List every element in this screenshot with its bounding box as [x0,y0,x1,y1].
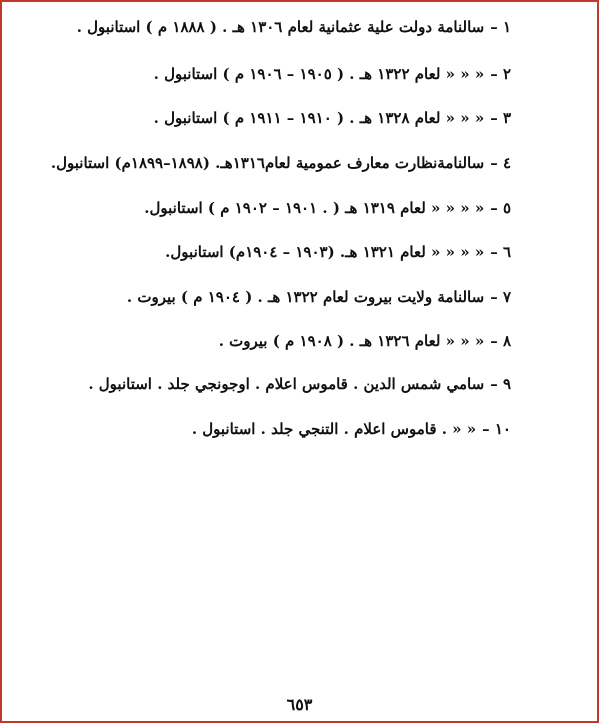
list-item [51,64,511,84]
list-item [51,374,511,394]
entry-number: ١ – [490,18,511,36]
entry-number: ٤ – [490,154,511,172]
entry-text: سالنامةنظارت معارف عمومية لعام١٣١٦هـ. (١٨٩٨–١٨٩٩م) استانبول. [50,154,485,172]
entry-number: ٨ – [490,332,511,350]
entry-text: « « « لعام ١٣٢٨ هـ . ( ١٩١٠ – ١٩١١ م ) استانبول . [153,109,485,127]
entry-number: ٢ – [490,65,511,83]
entry-text: « « . قاموس اعلام . التنجي جلد . استانبول . [191,420,477,438]
list-item [51,331,511,351]
list-item [51,198,511,218]
entry-number: ١٠ – [482,420,511,438]
entry-number: ٧ – [490,288,511,306]
entry-number: ٥ – [490,199,511,217]
entry-text: سالنامة ولايت بيروت لعام ١٣٢٢ هـ . ( ١٩٠٤ م ) بيروت . [126,288,485,306]
list-item [51,287,511,307]
list-item [51,108,511,128]
entry-text: « « « لعام ١٣٢٦ هـ . ( ١٩٠٨ م ) بيروت . [218,332,485,350]
page-number: ٦٥٣ [286,695,313,714]
entry-text: « « « « لعام ١٣٢١ هـ. (١٩٠٣ – ١٩٠٤م) استانبول. [165,243,485,261]
list-item [51,153,511,173]
list-item [51,242,511,262]
entry-text: « « « لعام ١٣٢٢ هـ . ( ١٩٠٥ – ١٩٠٦ م ) استانبول . [153,65,485,83]
entry-text: « « « « لعام ١٣١٩ هـ ( . ١٩٠١ – ١٩٠٢ م ) استانبول. [144,199,485,217]
entry-number: ٦ – [490,243,511,261]
list-item [51,419,511,439]
list-item [51,17,511,37]
entry-number: ٩ – [490,375,511,393]
entry-text: سامي شمس الدين . قاموس اعلام . اوجونجي جلد . استانبول . [88,375,485,393]
entry-text: سالنامة دولت علية عثمانية لعام ١٣٠٦ هـ . ( ١٨٨٨ م ) استانبول . [76,18,485,36]
entry-number: ٣ – [490,109,511,127]
